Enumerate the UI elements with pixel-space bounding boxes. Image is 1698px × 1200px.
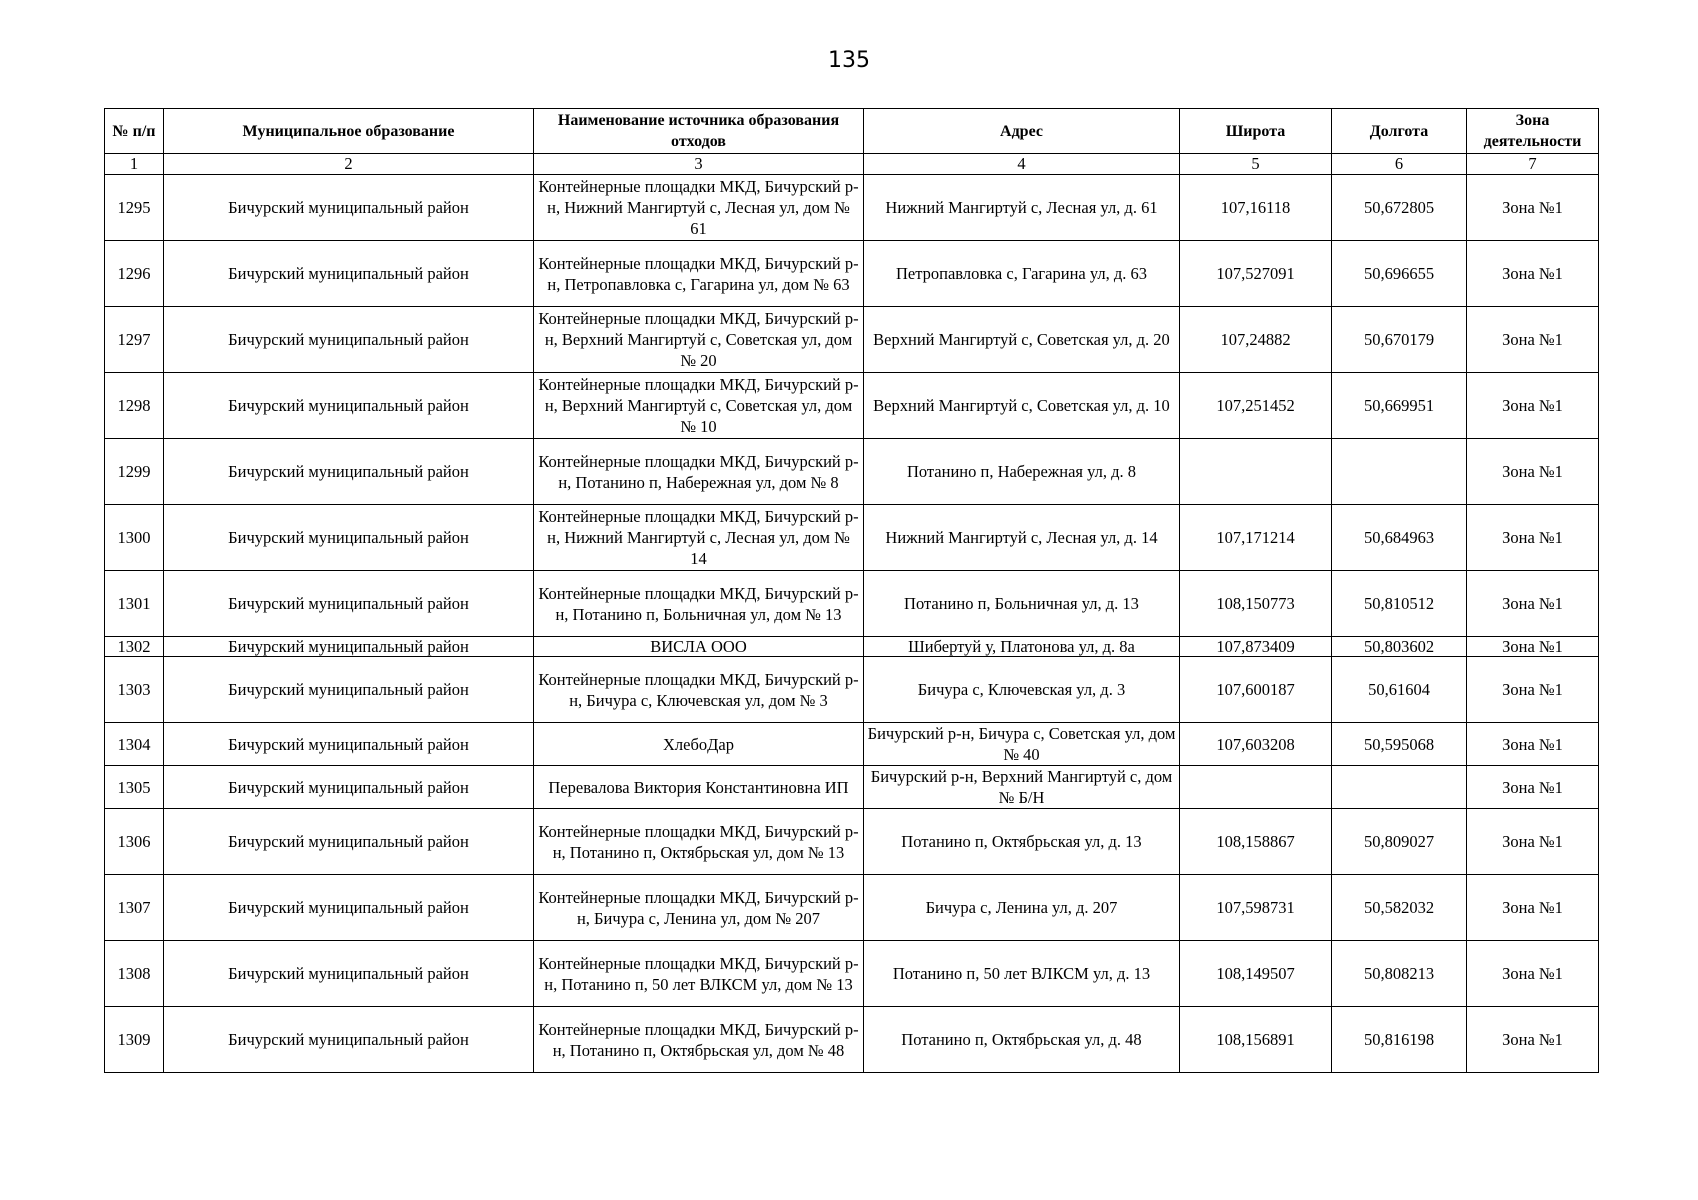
row-source-name: Контейнерные площадки МКД, Бичурский р-н, Потанино п, Набережная ул, дом № 8	[534, 439, 864, 505]
row-latitude: 108,150773	[1180, 571, 1332, 637]
row-zone: Зона №1	[1467, 439, 1599, 505]
table-row	[105, 439, 1599, 505]
row-longitude: 50,672805	[1332, 175, 1467, 241]
row-source-name: Контейнерные площадки МКД, Бичурский р-н, Потанино п, 50 лет ВЛКСМ ул, дом № 13	[534, 941, 864, 1007]
header-latitude: Широта	[1180, 109, 1332, 154]
row-index: 1303	[105, 657, 164, 723]
row-latitude: 107,600187	[1180, 657, 1332, 723]
row-source-name: Перевалова Виктория Константиновна ИП	[534, 766, 864, 809]
row-address: Потанино п, Октябрьская ул, д. 48	[864, 1007, 1180, 1073]
row-municipality: Бичурский муниципальный район	[164, 175, 534, 241]
row-longitude: 50,696655	[1332, 241, 1467, 307]
column-number: 7	[1467, 154, 1599, 175]
row-zone: Зона №1	[1467, 505, 1599, 571]
row-latitude: 107,598731	[1180, 875, 1332, 941]
row-source-name: Контейнерные площадки МКД, Бичурский р-н, Петропавловка с, Гагарина ул, дом № 63	[534, 241, 864, 307]
row-index: 1308	[105, 941, 164, 1007]
row-longitude: 50,808213	[1332, 941, 1467, 1007]
row-address: Потанино п, Больничная ул, д. 13	[864, 571, 1180, 637]
row-zone: Зона №1	[1467, 571, 1599, 637]
row-longitude	[1332, 439, 1467, 505]
row-municipality: Бичурский муниципальный район	[164, 505, 534, 571]
row-longitude: 50,582032	[1332, 875, 1467, 941]
row-zone: Зона №1	[1467, 941, 1599, 1007]
table-row	[105, 373, 1599, 439]
column-number-row	[105, 154, 1599, 175]
row-source-name: Контейнерные площадки МКД, Бичурский р-н, Потанино п, Октябрьская ул, дом № 13	[534, 809, 864, 875]
row-index: 1297	[105, 307, 164, 373]
row-zone: Зона №1	[1467, 657, 1599, 723]
row-address: Нижний Мангиртуй с, Лесная ул, д. 14	[864, 505, 1180, 571]
row-latitude: 107,527091	[1180, 241, 1332, 307]
row-index: 1300	[105, 505, 164, 571]
row-latitude: 107,603208	[1180, 723, 1332, 766]
row-municipality: Бичурский муниципальный район	[164, 723, 534, 766]
row-latitude: 107,171214	[1180, 505, 1332, 571]
row-address: Верхний Мангиртуй с, Советская ул, д. 10	[864, 373, 1180, 439]
row-longitude: 50,684963	[1332, 505, 1467, 571]
page-number: 135	[828, 48, 870, 73]
row-index: 1307	[105, 875, 164, 941]
row-index: 1296	[105, 241, 164, 307]
row-municipality: Бичурский муниципальный район	[164, 809, 534, 875]
row-longitude: 50,803602	[1332, 637, 1467, 657]
header-municipality: Муниципальное образование	[164, 109, 534, 154]
row-index: 1302	[105, 637, 164, 657]
row-municipality: Бичурский муниципальный район	[164, 766, 534, 809]
row-source-name: Контейнерные площадки МКД, Бичурский р-н, Нижний Мангиртуй с, Лесная ул, дом № 14	[534, 505, 864, 571]
row-zone: Зона №1	[1467, 875, 1599, 941]
table-row	[105, 241, 1599, 307]
table-row	[105, 657, 1599, 723]
table-row	[105, 505, 1599, 571]
row-municipality: Бичурский муниципальный район	[164, 439, 534, 505]
row-source-name: Контейнерные площадки МКД, Бичурский р-н, Потанино п, Октябрьская ул, дом № 48	[534, 1007, 864, 1073]
row-index: 1301	[105, 571, 164, 637]
table-row	[105, 637, 1599, 657]
row-municipality: Бичурский муниципальный район	[164, 241, 534, 307]
row-zone: Зона №1	[1467, 1007, 1599, 1073]
column-number: 5	[1180, 154, 1332, 175]
row-source-name: Контейнерные площадки МКД, Бичурский р-н, Верхний Мангиртуй с, Советская ул, дом № 20	[534, 307, 864, 373]
row-municipality: Бичурский муниципальный район	[164, 571, 534, 637]
row-municipality: Бичурский муниципальный район	[164, 1007, 534, 1073]
column-number: 1	[105, 154, 164, 175]
header-source-name: Наименование источника образования отходов	[534, 109, 864, 154]
row-index: 1306	[105, 809, 164, 875]
waste-sources-table	[104, 108, 1599, 1073]
header-longitude: Долгота	[1332, 109, 1467, 154]
row-address: Потанино п, Октябрьская ул, д. 13	[864, 809, 1180, 875]
table-row	[105, 175, 1599, 241]
row-index: 1304	[105, 723, 164, 766]
row-municipality: Бичурский муниципальный район	[164, 941, 534, 1007]
row-source-name: Контейнерные площадки МКД, Бичурский р-н, Бичура с, Ключевская ул, дом № 3	[534, 657, 864, 723]
row-zone: Зона №1	[1467, 175, 1599, 241]
row-zone: Зона №1	[1467, 766, 1599, 809]
row-zone: Зона №1	[1467, 373, 1599, 439]
row-latitude: 107,24882	[1180, 307, 1332, 373]
header-address: Адрес	[864, 109, 1180, 154]
row-municipality: Бичурский муниципальный район	[164, 657, 534, 723]
table-row	[105, 809, 1599, 875]
row-source-name: Контейнерные площадки МКД, Бичурский р-н, Нижний Мангиртуй с, Лесная ул, дом № 61	[534, 175, 864, 241]
table-row	[105, 875, 1599, 941]
row-latitude: 108,158867	[1180, 809, 1332, 875]
table-row	[105, 1007, 1599, 1073]
table-header-row	[105, 109, 1599, 154]
row-municipality: Бичурский муниципальный район	[164, 373, 534, 439]
table-row	[105, 766, 1599, 809]
row-source-name: Контейнерные площадки МКД, Бичурский р-н, Бичура с, Ленина ул, дом № 207	[534, 875, 864, 941]
row-municipality: Бичурский муниципальный район	[164, 637, 534, 657]
row-longitude: 50,669951	[1332, 373, 1467, 439]
row-address: Петропавловка с, Гагарина ул, д. 63	[864, 241, 1180, 307]
row-address: Верхний Мангиртуй с, Советская ул, д. 20	[864, 307, 1180, 373]
row-longitude: 50,810512	[1332, 571, 1467, 637]
row-longitude: 50,816198	[1332, 1007, 1467, 1073]
row-zone: Зона №1	[1467, 241, 1599, 307]
row-source-name: ВИСЛА ООО	[534, 637, 864, 657]
row-latitude: 107,251452	[1180, 373, 1332, 439]
row-latitude: 107,16118	[1180, 175, 1332, 241]
header-index: № п/п	[105, 109, 164, 154]
row-latitude	[1180, 439, 1332, 505]
row-source-name: Контейнерные площадки МКД, Бичурский р-н, Верхний Мангиртуй с, Советская ул, дом № 10	[534, 373, 864, 439]
row-zone: Зона №1	[1467, 307, 1599, 373]
row-municipality: Бичурский муниципальный район	[164, 875, 534, 941]
row-latitude: 108,149507	[1180, 941, 1332, 1007]
row-latitude: 107,873409	[1180, 637, 1332, 657]
row-zone: Зона №1	[1467, 723, 1599, 766]
row-longitude: 50,61604	[1332, 657, 1467, 723]
row-address: Шибертуй у, Платонова ул, д. 8а	[864, 637, 1180, 657]
row-address: Потанино п, 50 лет ВЛКСМ ул, д. 13	[864, 941, 1180, 1007]
row-address: Бичурский р-н, Верхний Мангиртуй с, дом № Б/Н	[864, 766, 1180, 809]
row-longitude: 50,670179	[1332, 307, 1467, 373]
row-index: 1298	[105, 373, 164, 439]
row-latitude: 108,156891	[1180, 1007, 1332, 1073]
header-zone: Зона деятельности	[1467, 109, 1599, 154]
row-index: 1299	[105, 439, 164, 505]
column-number: 3	[534, 154, 864, 175]
row-index: 1305	[105, 766, 164, 809]
table-row	[105, 723, 1599, 766]
column-number: 6	[1332, 154, 1467, 175]
row-address: Бичура с, Ленина ул, д. 207	[864, 875, 1180, 941]
row-longitude	[1332, 766, 1467, 809]
row-municipality: Бичурский муниципальный район	[164, 307, 534, 373]
row-index: 1295	[105, 175, 164, 241]
table-row	[105, 571, 1599, 637]
row-latitude	[1180, 766, 1332, 809]
row-index: 1309	[105, 1007, 164, 1073]
row-source-name: ХлебоДар	[534, 723, 864, 766]
row-zone: Зона №1	[1467, 809, 1599, 875]
row-zone: Зона №1	[1467, 637, 1599, 657]
column-number: 4	[864, 154, 1180, 175]
table-row	[105, 941, 1599, 1007]
column-number: 2	[164, 154, 534, 175]
row-longitude: 50,595068	[1332, 723, 1467, 766]
row-address: Бичура с, Ключевская ул, д. 3	[864, 657, 1180, 723]
row-longitude: 50,809027	[1332, 809, 1467, 875]
row-address: Нижний Мангиртуй с, Лесная ул, д. 61	[864, 175, 1180, 241]
table-row	[105, 307, 1599, 373]
row-address: Бичурский р-н, Бичура с, Советская ул, дом № 40	[864, 723, 1180, 766]
row-source-name: Контейнерные площадки МКД, Бичурский р-н, Потанино п, Больничная ул, дом № 13	[534, 571, 864, 637]
row-address: Потанино п, Набережная ул, д. 8	[864, 439, 1180, 505]
